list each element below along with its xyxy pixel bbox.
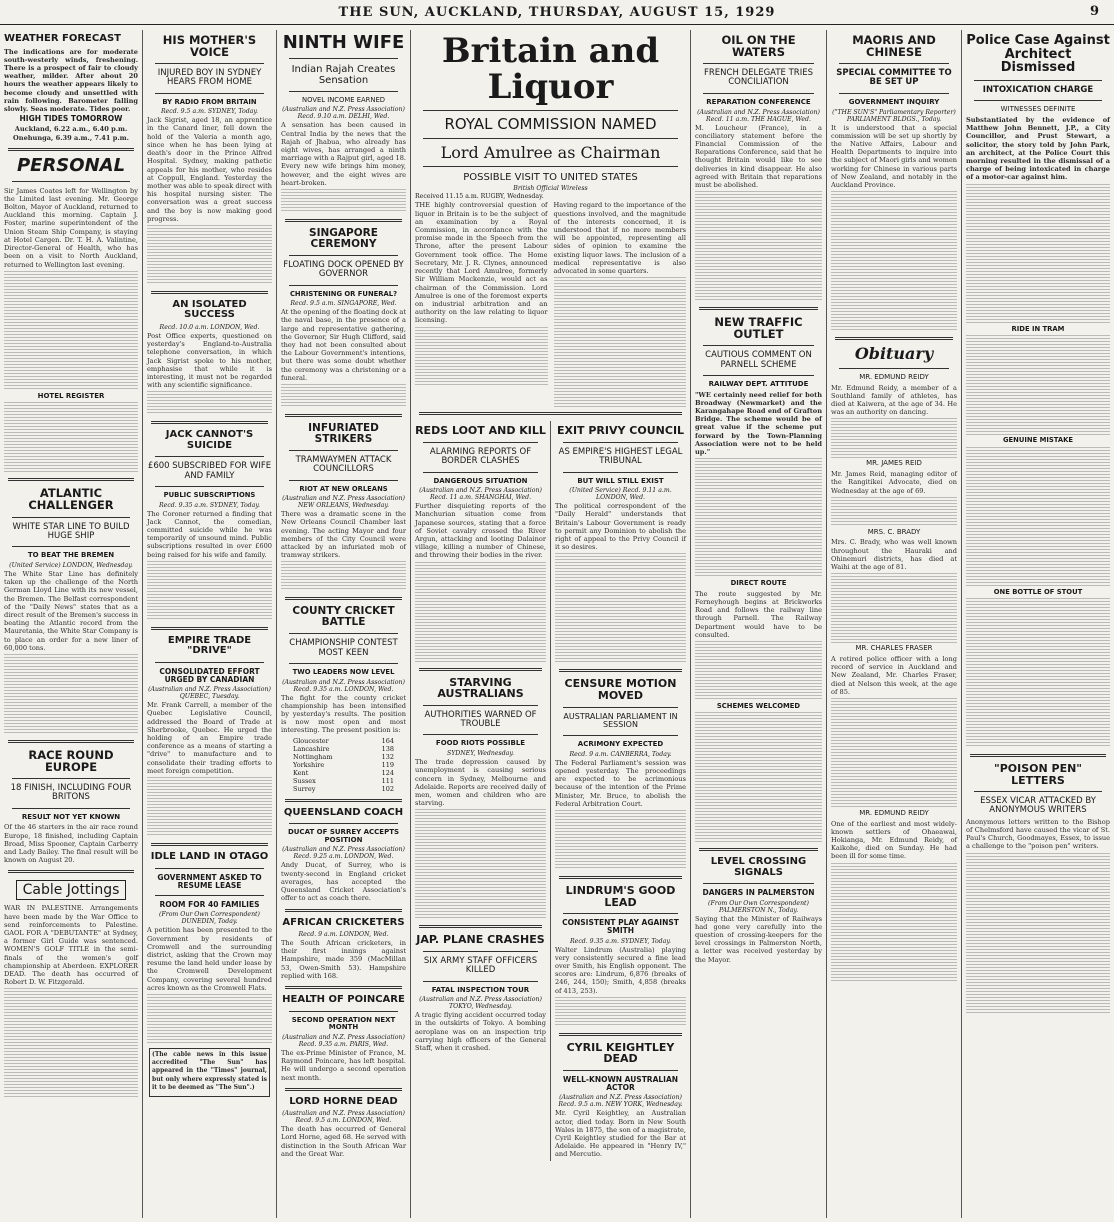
obit-name-2: MR. JAMES REID bbox=[866, 459, 922, 468]
lindrum-heading: LINDRUM'S GOOD LEAD bbox=[565, 884, 676, 909]
maoris-dateline: ("THE SUN'S" Parliamentary Reporter) PARLIAMENT BLDGS., Today. bbox=[832, 108, 956, 123]
cricket-sub: CHAMPIONSHIP CONTEST MOST KEEN bbox=[289, 638, 398, 658]
censure-sub-2: ACRIMONY EXPECTED bbox=[577, 740, 664, 749]
oil-waters-sub-2: REPARATION CONFERENCE bbox=[706, 97, 811, 106]
column-6 bbox=[691, 30, 827, 1218]
police-case-genuine-mistake: GENUINE MISTAKE bbox=[1002, 436, 1074, 445]
mothers-voice-heading: HIS MOTHER'S VOICE bbox=[162, 33, 257, 60]
reds-heading: REDS LOOT AND KILL bbox=[415, 424, 546, 438]
obit-text-2: Mr. James Reid, managing editor of the Rangitikei Advocate, died on Wednesday at the age of 69. bbox=[831, 470, 957, 495]
obit-text-5: One of the earliest and most widely-known settlers of Ohaeawai, Hokianga, Mr. Edmund Reidy, of Kaikohe, died on Sunday. He had been ill for some time. bbox=[831, 819, 957, 861]
queensland-sub: DUCAT OF SURREY ACCEPTS POSITION bbox=[287, 828, 400, 844]
lord-horne-text: The death has occurred of General Lord Horne, aged 68. He served with distinction in the South African War and the Great War. bbox=[281, 1125, 406, 1158]
poincare-heading: HEALTH OF POINCARE bbox=[282, 994, 405, 1006]
lindrum-dateline: Recd. 9.35 a.m. SYDNEY, Today. bbox=[570, 937, 671, 945]
column-1 bbox=[0, 30, 143, 1218]
singapore-sub: FLOATING DOCK OPENED BY GOVERNOR bbox=[283, 260, 404, 280]
lord-horne-dateline: (Australian and N.Z. Press Association) Recd. 9.5 a.m. LONDON, Wed. bbox=[282, 1110, 405, 1125]
idle-land-sub: GOVERNMENT ASKED TO RESUME LEASE bbox=[157, 872, 262, 890]
atlantic-heading: ATLANTIC CHALLENGER bbox=[28, 486, 114, 513]
police-case-sub: INTOXICATION CHARGE bbox=[982, 84, 1094, 95]
starving-sub: AUTHORITIES WARNED OF TROUBLE bbox=[424, 709, 537, 730]
empire-trade-heading: EMPIRE TRADE "DRIVE" bbox=[167, 634, 252, 657]
column-2 bbox=[143, 30, 277, 1218]
censure-dateline: Recd. 9 a.m. CANBERRA, Today. bbox=[569, 750, 672, 758]
atlantic-subheading: WHITE STAR LINE TO BUILD HUGE SHIP bbox=[12, 521, 130, 541]
keightley-dateline: (Australian and N.Z. Press Association) Recd. 9.5 a.m. NEW YORK, Wednesday. bbox=[558, 1094, 683, 1109]
column-4 bbox=[415, 421, 551, 1160]
lord-horne-heading: LORD HORNE DEAD bbox=[289, 1095, 398, 1107]
police-case-ride-in-tram: RIDE IN TRAM bbox=[1011, 324, 1065, 333]
maoris-sub: SPECIAL COMMITTEE TO BE SET UP bbox=[836, 68, 952, 88]
police-case-heading: Police Case Against Architect Dismissed bbox=[966, 33, 1110, 76]
poison-pen-sub: ESSEX VICAR ATTACKED BY ANONYMOUS WRITERS bbox=[980, 796, 1096, 816]
oil-waters-heading: OIL ON THE WATERS bbox=[721, 33, 796, 60]
hotel-heading: HOTEL REGISTER bbox=[37, 391, 105, 400]
poincare-text: The ex-Prime Minister of France, M. Raymond Poincare, has left hospital. He will undergo a second operation next month. bbox=[281, 1048, 406, 1082]
singapore-sub-2: CHRISTENING OR FUNERAL? bbox=[289, 289, 398, 298]
table-row: Surrey 102 bbox=[293, 784, 394, 793]
african-text: The South African cricketers, in their first innings against Hampshire, made 359 (MacMillan 53, Owen-Smith 53). Hampshire replied with 168. bbox=[281, 939, 406, 980]
table-row: Yorkshire 119 bbox=[293, 760, 394, 769]
reds-dateline: (Australian and N.Z. Press Association) Recd. 11 a.m. SHANGHAI, Wed. bbox=[419, 487, 542, 502]
newspaper-columns bbox=[0, 26, 1114, 1222]
starving-dateline: SYDNEY, Wednesday. bbox=[446, 750, 515, 758]
privy-council-sub-2: BUT WILL STILL EXIST bbox=[577, 476, 664, 485]
personal-text: Sir James Coates left for Wellington by the Limited last evening. Mr. George Bolton, Mayor of Auckland, returned to Auckland this morning. Captain J. Foster, marine superintendent of the Union Steam Ship Company, is staying at Hotel Cargen. Dr. T. H. A. Valintine, Director-General of Health, who has been on a visit to North Auckland, returned to Wellington last evening. bbox=[4, 186, 138, 269]
jap-plane-text: A tragic flying accident occurred today in the outskirts of Tokyo. A bombing aeroplane was on an inspection trip carrying high officers of the General Staff, when it crashed. bbox=[415, 1011, 546, 1053]
jack-cannot-heading: JACK CANNOT'S SUICIDE bbox=[165, 429, 254, 451]
jap-plane-sub-2: FATAL INSPECTION TOUR bbox=[431, 985, 530, 994]
personal-heading: PERSONAL bbox=[16, 154, 126, 176]
obit-text-4: A retired police officer with a long record of service in Auckland and New Zealand, Mr. Charles Fraser, died at Nelson this week, at the age of 85. bbox=[831, 654, 957, 696]
traffic-text-2: The route suggested by Mr. Ferneyhough begins at Brickworks Road and follows the railway line through Parnell. The Railway Department would have to be consulted. bbox=[695, 589, 822, 639]
weather-text: The indications are for moderate south-westerly winds, freshening. There is a prospect of fair to cloudy weather, milder. After about 20 hours the weather appears likely to become cloudy and unsettled with rain following. Barometer falling slowly. Seas moderate. Tides poor. bbox=[4, 47, 138, 113]
starving-sub-2: FOOD RIOTS POSSIBLE bbox=[435, 739, 526, 748]
ninth-wife-sub-2: NOVEL INCOME EARNED bbox=[302, 95, 385, 104]
liquor-heading: Britain and Liquor bbox=[441, 31, 660, 107]
starving-heading: STARVING AUSTRALIANS bbox=[437, 675, 524, 701]
lindrum-sub: CONSISTENT PLAY AGAINST SMITH bbox=[562, 918, 679, 936]
cable-jottings-text: WAR IN PALESTINE. Arrangements have been made by the War Office to send reinforcements to Palestine. GAOL FOR A "DEBUTANTE" at Sydney, a former Girl Guide was sentenced. WOMEN'S GOLF TITLE in the semi-finals of the women's golf championship at Aberdeen. EXPLORER DEAD. The death has occurred of Robert D. W. Fitzgerald. bbox=[4, 904, 138, 987]
liquor-text: THE highly controversial question of liquor in Britain is to be the subject of an examination by a Royal Commission, in accordance with the promise made in the Speech from the Throne, after the present Labour Government took office. The Home Secretary, Mr. J. R. Clynes, announced recently that Lord Amulree, formerly Sir William Mackenzie, would act as chairman of the Commission. Lord Amulree is one of the foremost experts on industrial arbitration and an authority on the law relating to liquor licensing. bbox=[415, 201, 548, 325]
ninth-wife-sub: Indian Rajah Creates Sensation bbox=[291, 63, 396, 86]
tides-text: Auckland, 6.22 a.m., 6.40 p.m. Onehunga, 6.39 a.m., 7.41 p.m. bbox=[13, 125, 129, 142]
column-3 bbox=[277, 30, 411, 1218]
obit-name-3: MRS. C. BRADY bbox=[867, 527, 921, 536]
maoris-heading: MAORIS AND CHINESE bbox=[852, 33, 936, 60]
traffic-text: "WE certainly need relief for both Broadway (Newmarket) and the Karangahape Road end of Grafton Bridge. The scheme would be of great value if the scheme put forward by the Town-Planning Association were not to be held up." bbox=[695, 390, 822, 457]
jack-cannot-sub-2: PUBLIC SUBSCRIPTIONS bbox=[163, 491, 256, 500]
column-8 bbox=[962, 30, 1114, 1218]
mothers-voice-sub: INJURED BOY IN SYDNEY HEARS FROM HOME bbox=[157, 68, 262, 88]
maoris-sub-2: GOVERNMENT INQUIRY bbox=[848, 97, 940, 106]
jap-plane-sub: SIX ARMY STAFF OFFICERS KILLED bbox=[423, 955, 538, 976]
keightley-sub: WELL-KNOWN AUSTRALIAN ACTOR bbox=[562, 1074, 679, 1093]
oil-waters-sub: FRENCH DELEGATE TRIES CONCILIATION bbox=[704, 68, 813, 88]
cricket-sub-2: TWO LEADERS NOW LEVEL bbox=[292, 668, 395, 677]
oil-waters-text: M. Loucheur (France), in a conciliatory statement before the Financial Commission of the Reparations Conference, said that he thought Britain would like to see deliveries in kind disappear. He also agreed with Britain that reparations must be abolished. bbox=[695, 123, 822, 189]
keightley-heading: CYRIL KEIGHTLEY DEAD bbox=[566, 1040, 675, 1066]
strikers-sub: TRAMWAYMEN ATTACK COUNCILLORS bbox=[295, 455, 392, 475]
obituary-heading: Obituary bbox=[854, 344, 934, 364]
empire-trade-text: Mr. Frank Carrell, a member of the Quebec Legislative Council, addressed the Board of Trade at Sherbrooke, Quebec. He urged the holding of an Empire trade conference as a means of starting a "drive" to manufacture and to consolidate their trading efforts to meet foreign competition. bbox=[147, 701, 272, 775]
masthead bbox=[0, 0, 1114, 25]
liquor-text-2: Having regard to the importance of the questions involved, and the magnitude of the interests concerned, it is understood that if no more members will be appointed, representing all sides of opinion to examine the existing liquor laws. The inclusion of a medical representative is also advocated in some quarters. bbox=[553, 201, 686, 276]
atlantic-subheading-2: TO BEAT THE BREMEN bbox=[27, 551, 115, 560]
mothers-voice-text: Jack Sigrist, aged 18, an apprentice in the Canard liner, fell down the hold of the Valeria a month ago, since when he has been lying at death's door in the Prince Alfred Hospital. Sydney, making pathetic appeals for his mother, who resides at Coppull, England. Yesterday the mother was able to speak direct with his hospital nursing sister. The conversation was a great success and the boy is now making good progress. bbox=[147, 116, 272, 223]
idle-land-dateline: (From Our Own Correspondent) DUNEDIN, Today. bbox=[159, 911, 260, 926]
reds-sub-2: DANGEROUS SITUATION bbox=[433, 476, 528, 485]
censure-heading: CENSURE MOTION MOVED bbox=[564, 677, 677, 702]
isolated-success-heading: AN ISOLATED SUCCESS bbox=[172, 298, 247, 321]
jap-plane-dateline: (Australian and N.Z. Press Association) TOKYO, Wednesday. bbox=[419, 996, 542, 1011]
race-text: Of the 46 starters in the air race round Europe, 18 finished, including Captain Broad, Miss Spooner, Captain Carberry and Lady Bailey. The final result will be known on August 20. bbox=[4, 823, 138, 865]
strikers-heading: INFURIATED STRIKERS bbox=[308, 422, 379, 446]
jap-plane-heading: JAP. PLANE CRASHES bbox=[416, 933, 545, 947]
idle-land-heading: IDLE LAND IN OTAGO bbox=[150, 851, 269, 863]
jack-cannot-sub: £600 SUBSCRIBED FOR WIFE AND FAMILY bbox=[147, 461, 272, 481]
cricket-dateline: (Australian and N.Z. Press Association) Recd. 9.35 a.m. LONDON, Wed. bbox=[282, 678, 405, 693]
poincare-dateline: (Australian and N.Z. Press Association) Recd. 9.35 a.m. PARIS, Wed. bbox=[282, 1033, 405, 1048]
isolated-success-dateline: Recd. 10.0 a.m. LONDON, Wed. bbox=[159, 323, 260, 331]
obit-name-4: MR. CHARLES FRASER bbox=[855, 644, 933, 653]
idle-land-text: A petition has been presented to the Government by residents of Cromwell and the surrounding district, asking that the Crown may resume the land held under lease by the Cromwell Development Company, covering several hundred acres known as the Cromwell Flats. bbox=[147, 926, 272, 992]
table-row: Nottingham 132 bbox=[293, 752, 394, 761]
tides-heading: HIGH TIDES TOMORROW bbox=[19, 114, 123, 124]
crossing-dateline: (From Our Own Correspondent) PALMERSTON N., Today. bbox=[708, 899, 809, 914]
cable-notice: (The cable news in this issue accredited "The Sun" has appeared in the "Times" journal, but only where expressly stated is it to be deemed as "The Sun".) bbox=[152, 1050, 267, 1091]
poison-pen-heading: "POISON PEN" LETTERS bbox=[993, 761, 1083, 787]
censure-text: The Federal Parliament's session was opened yesterday. The proceedings are expected to be acrimonious because of the intention of the Prime Minister, Mr. Bruce, to abolish the Federal Arbitration Court. bbox=[555, 758, 686, 808]
obit-name-1: MR. EDMUND REIDY bbox=[859, 372, 929, 381]
oil-waters-dateline: (Australian and N.Z. Press Association) Recd. 11 a.m. THE HAGUE, Wed. bbox=[697, 108, 820, 123]
liquor-dateline: Received 11.15 a.m. RUGBY, Wednesday. bbox=[415, 193, 544, 201]
privy-council-text: The political correspondent of the "Daily Herald" understands that Britain's Labour Government is ready to permit any Dominion to abolish the right of appeal to the Privy Council if it so desires. bbox=[555, 502, 686, 552]
ninth-wife-heading: NINTH WIFE bbox=[282, 32, 405, 53]
page-number: 9 bbox=[1089, 4, 1100, 19]
column-5 bbox=[551, 421, 686, 1160]
race-heading: RACE ROUND EUROPE bbox=[28, 747, 114, 774]
table-row: Sussex 111 bbox=[293, 776, 394, 785]
privy-council-dateline: (United Service) Recd. 9.11 a.m. LONDON, Wed. bbox=[569, 487, 672, 502]
atlantic-dateline: (United Service) LONDON, Wednesday. bbox=[9, 561, 133, 569]
poison-pen-text: Anonymous letters written to the Bishop of Chelmsford have caused the vicar of St. Paul's Church, Goodmayes, Essex, to issue a challenge to the "poison pen" writers. bbox=[966, 817, 1110, 851]
strikers-dateline: (Australian and N.Z. Press Association) NEW ORLEANS, Wednesday. bbox=[282, 495, 405, 510]
mothers-voice-dateline: Recd. 9.5 a.m. SYDNEY, Today. bbox=[160, 108, 259, 116]
keightley-text: Mr. Cyril Keightley, an Australian actor, died today. Born in New South Wales in 1875, the son of a magistrate, Cyril Keightley studied for the Bar at Adelaide. He appeared in "Henry IV," and Mercutio. bbox=[555, 1109, 686, 1159]
african-heading: AFRICAN CRICKETERS bbox=[282, 916, 405, 928]
liquor-source: British Official Wireless bbox=[513, 185, 588, 193]
obit-name-5: MR. EDMUND REIDY bbox=[859, 808, 929, 817]
empire-trade-sub: CONSOLIDATED EFFORT URGED BY CANADIAN bbox=[159, 666, 260, 684]
ninth-wife-dateline: (Australian and N.Z. Press Association) Recd. 9.10 a.m. DELHI, Wed. bbox=[282, 106, 405, 121]
weather-heading: WEATHER FORECAST bbox=[4, 33, 121, 44]
race-subheading: 18 FINISH, INCLUDING FOUR BRITONS bbox=[10, 783, 132, 803]
traffic-heading: NEW TRAFFIC OUTLET bbox=[714, 315, 803, 342]
police-case-text: Substantiated by the evidence of Matthew John Bennett, J.P., a City Councillor, and Prust Stewart, a solicitor, the story told by John Park, an architect, at the Police Court this morning resulted in the dismissal of a charge of being intoxicated in charge of a motor-car against him. bbox=[966, 115, 1110, 182]
column-4-5 bbox=[411, 30, 691, 1218]
reds-sub: ALARMING REPORTS OF BORDER CLASHES bbox=[429, 446, 532, 467]
cricket-table bbox=[293, 737, 394, 793]
maoris-text: It is understood that a special commission will be set up shortly by the Native Affairs, Labour and Health Departments to inquire into the subject of Maori girls and women working for Chinese in various parts of New Zealand, and notably in the Auckland Province. bbox=[831, 123, 957, 189]
singapore-dateline: Recd. 9.5 a.m. SINGAPORE, Wed. bbox=[290, 300, 397, 308]
traffic-schemes-welcomed: SCHEMES WELCOMED bbox=[716, 701, 801, 710]
lindrum-text: Walter Lindrum (Australia) playing very consistently secured a fine lead over Smith, his English opponent. The scores are: Lindrum, 6,876 (breaks of 246, 244, 150); Smith, 4,858 (breaks of 413, 253). bbox=[555, 945, 686, 995]
table-row: Gloucester 164 bbox=[293, 736, 394, 745]
traffic-sub-2: RAILWAY DEPT. ATTITUDE bbox=[708, 379, 809, 388]
cricket-heading: COUNTY CRICKET BATTLE bbox=[292, 605, 395, 629]
idle-land-sub-2: ROOM FOR 40 FAMILIES bbox=[159, 900, 260, 910]
privy-council-sub: AS EMPIRE'S HIGHEST LEGAL TRIBUNAL bbox=[558, 446, 683, 467]
ninth-wife-text: A sensation has been caused in Central India by the news that the Rajah of Jhabua, who already has eight wives, has arranged a ninth marriage with a Rajput girl, aged 18. Every new wife brings him money, however, and the eight wives are heart-broken. bbox=[281, 121, 406, 187]
table-row: Lancashire 138 bbox=[293, 744, 394, 753]
crossing-text: Saying that the Minister of Railways had gone very carefully into the question of crossing-keepers for the level crossings in Palmerston North, a letter was received yesterday by the Mayor. bbox=[695, 914, 822, 964]
masthead-title: THE SUN, AUCKLAND, THURSDAY, AUGUST 15, 1929 bbox=[338, 4, 776, 20]
crossing-sub: DANGERS IN PALMERSTON bbox=[702, 888, 815, 898]
strikers-sub-2: RIOT AT NEW ORLEANS bbox=[299, 484, 388, 493]
atlantic-text: The White Star Line has definitely taken up the challenge of the North German Lloyd Line with its new vessel, the Bremen. The Belfast correspondent of the "Daily News" states that as a direct result of the Bremen's success in beating the Atlantic record from the Mauretania, the White Star Company is to place an order for a new liner of 60,000 tons. bbox=[4, 569, 138, 652]
empire-trade-dateline: (Australian and N.Z. Press Association) QUEBEC, Tuesday. bbox=[148, 686, 271, 701]
singapore-text: At the opening of the floating dock at the naval base, in the presence of a large and representative gathering, the Governor, Sir Hugh Clifford, said they had not been consulted about the Labour Government's intentions, but there was some doubt whether the ceremony was a christening or a funeral. bbox=[281, 308, 406, 382]
race-subheading-2: RESULT NOT YET KNOWN bbox=[21, 812, 121, 821]
crossing-heading: LEVEL CROSSING SIGNALS bbox=[710, 856, 807, 878]
reds-text: Further disquieting reports of the Manchurian situation come from Japanese sources, stating that a force of Soviet cavalry crossed the River Argun, attacking and looting Dalainor village, killing a number of Chinese, and throwing their bodies in the river. bbox=[415, 502, 546, 560]
queensland-text: Andy Ducat, of Surrey, who is twenty-second in England cricket averages, has accepted the Queensland Cricket Association's offer to act as coach there. bbox=[281, 861, 406, 903]
liquor-sub-2: Lord Amulree as Chairman bbox=[440, 142, 661, 162]
obit-text-1: Mr. Edmund Reidy, a member of a Southland family of athletes, has died at Kaiwera, at the age of 34. He was an authority on dancing. bbox=[831, 383, 957, 417]
table-row: Kent 124 bbox=[293, 768, 394, 777]
censure-sub: AUSTRALIAN PARLIAMENT IN SESSION bbox=[563, 711, 678, 730]
liquor-sub-3: POSSIBLE VISIT TO UNITED STATES bbox=[463, 172, 638, 184]
column-7 bbox=[827, 30, 962, 1218]
traffic-sub: CAUTIOUS COMMENT ON PARNELL SCHEME bbox=[705, 350, 812, 370]
african-dateline: Recd. 9 a.m. LONDON, Wed. bbox=[298, 931, 389, 938]
cricket-text: The fight for the county cricket championship has been intensified by yesterday's results. The position is now most open and most interesting. The present position is: bbox=[281, 693, 406, 735]
poincare-sub: SECOND OPERATION NEXT MONTH bbox=[291, 1015, 396, 1032]
strikers-text: There was a dramatic scene in the New Orleans Council Chamber last evening. The acting Mayor and four members of the City Council were attacked by an infuriated mob of tramway strikers. bbox=[281, 510, 406, 560]
jack-cannot-dateline: Recd. 9.35 a.m. SYDNEY, Today. bbox=[159, 501, 260, 509]
isolated-success-text: Post Office experts, questioned on yesterday's England-to-Australia telephone conversation, in which Jack Sigrist spoke to his mother, emphasise that while it is interesting, it must not be regarded with any scientific significance. bbox=[147, 331, 272, 390]
police-case-stout: ONE BOTTLE OF STOUT bbox=[993, 587, 1083, 596]
privy-council-heading: EXIT PRIVY COUNCIL bbox=[556, 424, 685, 438]
queensland-dateline: (Australian and N.Z. Press Association) Recd. 9.25 a.m. LONDON, Wed. bbox=[282, 846, 405, 861]
police-case-sub-2: WITNESSES DEFINITE bbox=[1000, 105, 1076, 114]
cable-jottings-heading: Cable Jottings bbox=[16, 880, 127, 900]
obit-text-3: Mrs. C. Brady, who was well known throughout the Hauraki and Ohinemuri districts, has died at Waihi at the age of 81. bbox=[831, 538, 957, 572]
singapore-heading: SINGAPORE CEREMONY bbox=[309, 226, 378, 250]
starving-text: The trade depression caused by unemployment is causing serious concern in Sydney, Melbourne and Adelaide. Reports are received daily of men, women and children who are starving. bbox=[415, 758, 546, 808]
jack-cannot-text: The Coroner returned a finding that Jack Cannot, the comedian, committed suicide while he was temporarily of unsound mind. Public subscriptions resulted in over £600 being raised for his wife and family. bbox=[147, 509, 272, 559]
traffic-direct-route: DIRECT ROUTE bbox=[730, 579, 787, 588]
liquor-sub: ROYAL COMMISSION NAMED bbox=[444, 115, 657, 134]
queensland-heading: QUEENSLAND COACH bbox=[283, 806, 404, 818]
mothers-voice-sub-2: BY RADIO FROM BRITAIN bbox=[162, 97, 257, 106]
